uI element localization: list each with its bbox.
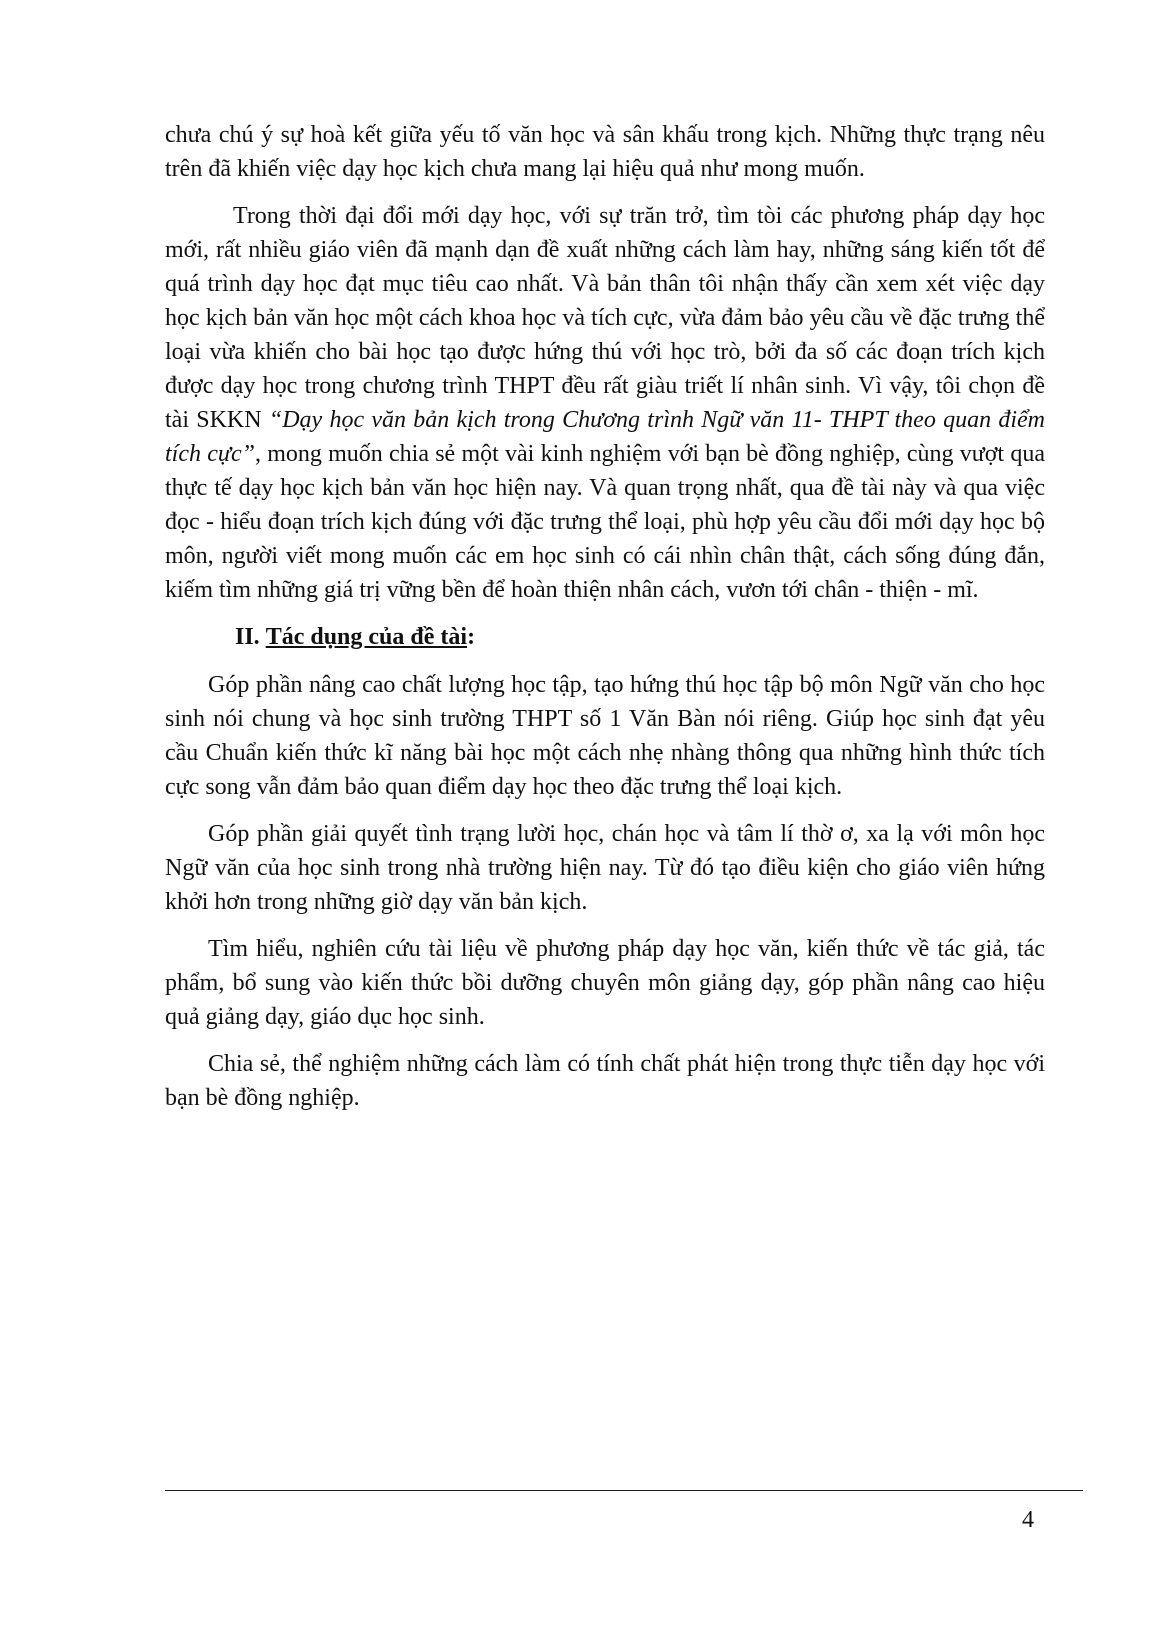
page-body (165, 118, 1045, 1128)
paragraph-3: Góp phần nâng cao chất lượng học tập, tạo hứng thú học tập bộ môn Ngữ văn cho học sinh nói chung và học sinh trường THPT số 1 Văn Bàn nói riêng. Giúp học sinh đạt yêu cầu Chuẩn kiến thức kĩ năng bài học một cách nhẹ nhàng thông qua những hình thức tích cực song vẫn đảm bảo quan điểm dạy học theo đặc trưng thể loại kịch. (165, 672, 1045, 800)
footer-divider (165, 1490, 1083, 1491)
page-number: 4 (1022, 1507, 1034, 1533)
section-heading (165, 620, 1045, 654)
paragraph-1: chưa chú ý sự hoà kết giữa yếu tố văn học và sân khấu trong kịch. Những thực trạng nêu trên đã khiến việc dạy học kịch chưa mang lại hiệu quả như mong muốn. (165, 122, 1045, 182)
section-colon: : (467, 624, 476, 650)
paragraph-6: Chia sẻ, thể nghiệm những cách làm có tính chất phát hiện trong thực tiễn dạy học với bạn bè đồng nghiệp. (165, 1051, 1045, 1111)
section-title: Tác dụng của đề tài (265, 624, 468, 650)
paragraph-2-text-a: Trong thời đại đổi mới dạy học, với sự trăn trở, tìm tòi các phương pháp dạy học mới, rất nhiều giáo viên đã mạnh dạn đề xuất những cách làm hay, những sáng kiến tốt để quá trình dạy học đạt mục tiêu cao nhất. Và bản thân tôi nhận thấy cần xem xét việc dạy học kịch bản văn học một cách khoa học và tích cực, vừa đảm bảo yêu cầu về đặc trưng thể loại vừa khiến cho bài học tạo được hứng thú với học trò, bởi đa số các đoạn trích kịch được dạy học trong chương trình THPT đều rất giàu triết lí nhân sinh. Vì vậy, tôi chọn đề tài SKKN (165, 203, 1045, 433)
section-number: II. (235, 624, 260, 650)
paragraph-2-topic-title: “Dạy học văn bản kịch trong Chương trình Ngữ văn 11- THPT theo quan điểm tích cực” (165, 407, 1045, 467)
paragraph-2 (165, 199, 1045, 607)
paragraph-5: Tìm hiểu, nghiên cứu tài liệu về phương pháp dạy học văn, kiến thức về tác giả, tác phẩm, bổ sung vào kiến thức bồi dưỡng chuyên môn giảng dạy, góp phần nâng cao hiệu quả giảng dạy, giáo dục học sinh. (165, 936, 1045, 1030)
paragraph-4: Góp phần giải quyết tình trạng lười học, chán học và tâm lí thờ ơ, xa lạ với môn học Ngữ văn của học sinh trong nhà trường hiện nay. Từ đó tạo điều kiện cho giáo viên hứng khởi hơn trong những giờ dạy văn bản kịch. (165, 821, 1045, 915)
paragraph-2-text-b: , mong muốn chia sẻ một vài kinh nghiệm với bạn bè đồng nghiệp, cùng vượt qua thực tế dạy học kịch bản văn học hiện nay. Và quan trọng nhất, qua đề tài này và qua việc đọc - hiểu đoạn trích kịch đúng với đặc trưng thể loại, phù hợp yêu cầu đổi mới dạy học bộ môn, người viết mong muốn các em học sinh có cái nhìn chân thật, cách sống đúng đắn, kiếm tìm những giá trị vững bền để hoàn thiện nhân cách, vươn tới chân - thiện - mĩ. (165, 441, 1045, 603)
